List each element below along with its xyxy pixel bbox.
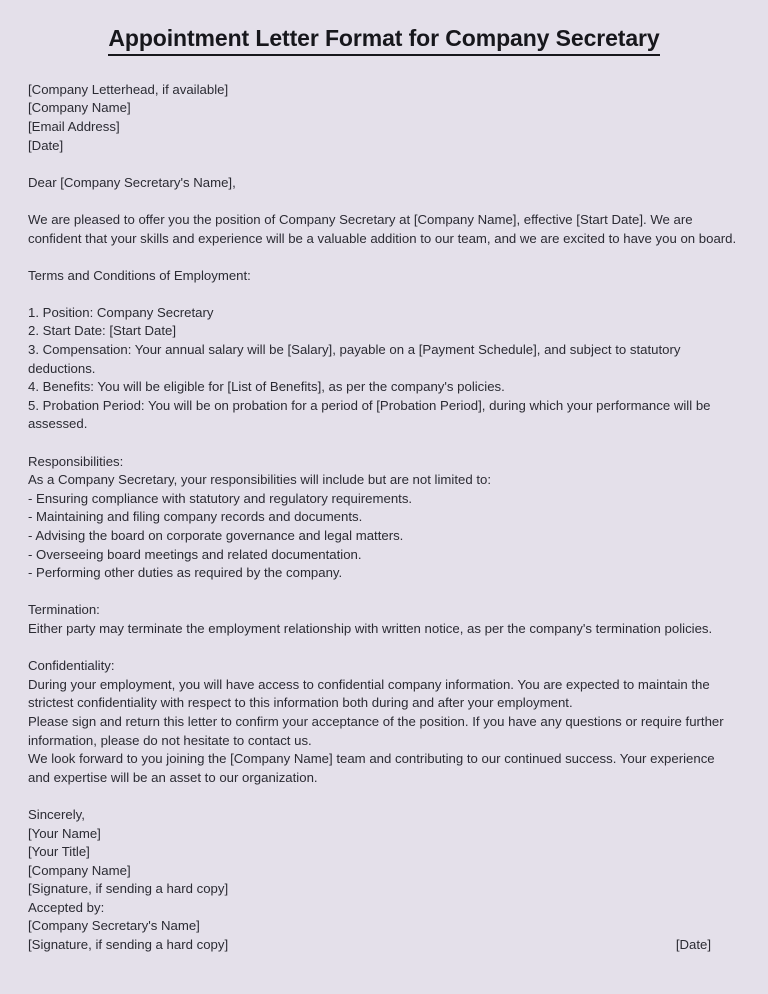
terms-heading: Terms and Conditions of Employment: (28, 267, 251, 283)
terms-item: 4. Benefits: You will be eligible for [List of Benefits], as per the company's policies. (28, 379, 505, 395)
spacer (28, 639, 740, 658)
spacer (28, 434, 740, 453)
responsibilities-item: - Ensuring compliance with statutory and regulatory requirements. (28, 490, 413, 506)
letterhead-line: [Company Name] (28, 100, 131, 116)
terms-list (28, 304, 740, 434)
letter-body (28, 81, 740, 955)
responsibilities-intro: As a Company Secretary, your responsibilities will include but are not limited to: (28, 472, 491, 488)
terms-item: 2. Start Date: [Start Date] (28, 323, 177, 339)
termination-heading: Termination: (28, 602, 100, 618)
signature-block (28, 825, 740, 899)
letterhead-line: [Company Letterhead, if available] (28, 81, 229, 97)
spacer (28, 787, 740, 806)
terms-item: 1. Position: Company Secretary (28, 304, 214, 320)
signature-line: [Company Name] (28, 862, 131, 878)
letterhead-block (28, 81, 740, 155)
accepted-by-label: Accepted by: (28, 899, 105, 915)
signoff: Sincerely, (28, 806, 85, 822)
letterhead-line: [Date] (28, 137, 64, 153)
accepted-signature-text: [Signature, if sending a hard copy] (28, 937, 229, 953)
responsibilities-item: - Maintaining and filing company records and documents. (28, 509, 363, 525)
spacer (28, 583, 740, 602)
signature-line: [Signature, if sending a hard copy] (28, 881, 229, 897)
accepted-by-name: [Company Secretary's Name] (28, 918, 200, 934)
spacer (28, 248, 740, 267)
responsibilities-item: - Performing other duties as required by the company. (28, 565, 343, 581)
letterhead-line: [Email Address] (28, 118, 120, 134)
terms-item: 3. Compensation: Your annual salary will be [Salary], payable on a [Payment Schedule], and subject to statutory deductions. (28, 342, 681, 376)
spacer (28, 192, 740, 211)
responsibilities-heading: Responsibilities: (28, 453, 124, 469)
terms-item: 5. Probation Period: You will be on probation for a period of [Probation Period], during which your performance will be assessed. (28, 397, 711, 432)
signature-line: [Your Title] (28, 844, 90, 860)
closing-text: We look forward to you joining the [Company Name] team and contributing to our continued success. Your experience and expertise will be an asset to our organization. (28, 751, 715, 785)
responsibilities-list (28, 490, 740, 583)
confidentiality-text: During your employment, you will have access to confidential company information. You are expected to maintain the strictest confidentiality with respect to this information both during and after your employment. (28, 676, 710, 711)
page-title (28, 26, 740, 59)
spacer (28, 285, 740, 304)
responsibilities-item: - Advising the board on corporate governance and legal matters. (28, 528, 404, 543)
sign-return-text: Please sign and return this letter to confirm your acceptance of the position. If you have any questions or require further information, please do not hesitate to contact us. (28, 713, 724, 748)
confidentiality-heading: Confidentiality: (28, 658, 115, 674)
responsibilities-item: - Overseeing board meetings and related documentation. (28, 546, 362, 562)
spacer (28, 155, 740, 174)
page-title-text: Appointment Letter Format for Company Secretary (108, 26, 659, 56)
termination-text: Either party may terminate the employment relationship with written notice, as per the company's termination policies. (28, 620, 713, 636)
signature-line: [Your Name] (28, 825, 101, 841)
salutation: Dear [Company Secretary's Name], (28, 174, 236, 190)
intro-paragraph: We are pleased to offer you the position of Company Secretary at [Company Name], effective [Start Date]. We are confident that your skills and experience will be a valuable addition to our team, and we are excited to have you on board. (28, 211, 737, 246)
accepted-date-text: [Date] (675, 937, 711, 953)
accepted-signature-row (28, 936, 711, 955)
